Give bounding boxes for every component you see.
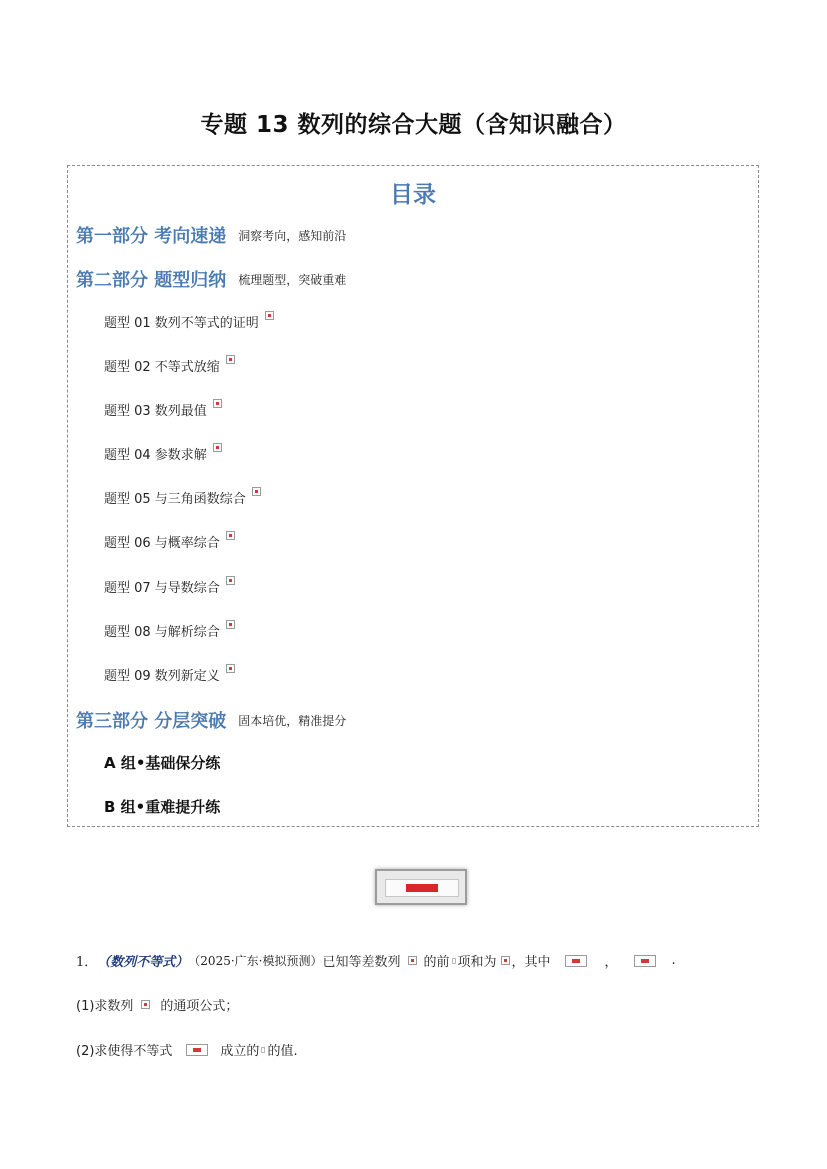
- toc-part-desc: 固本培优，精准提分: [238, 713, 347, 728]
- document-title: 专题 13 数列的综合大题（含知识融合）: [200, 112, 627, 138]
- toc-part-desc: 梳理题型，突破重难: [238, 272, 347, 287]
- formula-image-icon: [186, 1044, 208, 1056]
- toc-type-item[interactable]: [104, 531, 235, 551]
- broken-image-icon: [226, 531, 235, 540]
- broken-image-icon: [265, 311, 274, 320]
- question-text: 项和为: [457, 955, 497, 970]
- toc-group-a[interactable]: A 组•基础保分练: [104, 754, 221, 772]
- broken-image-icon: [226, 355, 235, 364]
- toc-type-label: 题型 03 数列最值: [104, 403, 207, 419]
- question-1-part-2: [76, 1040, 298, 1059]
- toc-part-title: 第一部分 考向速递: [76, 226, 227, 247]
- toc-type-item[interactable]: [104, 355, 235, 375]
- toc-type-label: 题型 01 数列不等式的证明: [104, 315, 259, 331]
- toc-type-item[interactable]: [104, 576, 235, 596]
- question-source: （2025·广东·模拟预测）: [188, 954, 323, 968]
- formula-image-icon: [565, 955, 587, 967]
- toc-type-item[interactable]: [104, 664, 235, 684]
- broken-image-icon: [213, 399, 222, 408]
- toc-group-b[interactable]: B 组•重难提升练: [104, 798, 221, 816]
- broken-image-icon: [406, 884, 438, 892]
- toc-type-item[interactable]: [104, 311, 274, 331]
- broken-image-placeholder: [375, 869, 467, 905]
- question-part-text: (1)求数列: [76, 999, 134, 1014]
- question-part-text: (2)求使得不等式: [76, 1044, 173, 1059]
- toc-part-2[interactable]: [76, 266, 346, 292]
- toc-type-item[interactable]: [104, 399, 222, 419]
- question-sep: ，: [604, 955, 618, 970]
- toc-type-label: 题型 04 参数求解: [104, 447, 207, 463]
- toc-part-title: 第二部分 题型归纳: [76, 270, 227, 291]
- toc-type-label: 题型 02 不等式放缩: [104, 359, 220, 375]
- toc-part-3[interactable]: [76, 707, 346, 733]
- question-text: 的前: [423, 955, 450, 970]
- question-part-text: 的值.: [267, 1044, 298, 1059]
- question-part-text: 成立的: [220, 1044, 260, 1059]
- toc-type-label: 题型 07 与导数综合: [104, 580, 220, 596]
- toc-type-label: 题型 05 与三角函数综合: [104, 491, 246, 507]
- question-text: 已知等差数列: [322, 955, 401, 970]
- formula-image-icon: [408, 956, 417, 965]
- question-1-part-1: [76, 995, 238, 1014]
- question-tag: （数列不等式）: [97, 955, 189, 970]
- broken-image-icon: [226, 664, 235, 673]
- toc-part-title: 第三部分 分层突破: [76, 711, 227, 732]
- question-part-text: 的通项公式；: [160, 999, 239, 1014]
- table-of-contents: [67, 165, 759, 827]
- toc-type-label: 题型 08 与解析综合: [104, 624, 220, 640]
- formula-image-icon: [634, 955, 656, 967]
- question-end: .: [671, 953, 676, 968]
- formula-image-icon: [261, 1047, 265, 1053]
- formula-image-icon: [501, 956, 510, 965]
- toc-type-label: 题型 06 与概率综合: [104, 535, 220, 551]
- toc-type-item[interactable]: [104, 487, 261, 507]
- question-text: ，其中: [511, 955, 551, 970]
- toc-part-1[interactable]: [76, 222, 346, 248]
- broken-image-icon: [226, 620, 235, 629]
- toc-type-label: 题型 09 数列新定义: [104, 668, 220, 684]
- toc-part-desc: 洞察考向，感知前沿: [238, 228, 347, 243]
- toc-type-item[interactable]: [104, 620, 235, 640]
- formula-image-icon: [141, 1000, 150, 1009]
- formula-image-icon: [452, 958, 456, 964]
- question-number: 1．: [76, 955, 98, 970]
- toc-type-item[interactable]: [104, 443, 222, 463]
- broken-image-icon: [252, 487, 261, 496]
- toc-heading: 目录: [390, 182, 436, 208]
- broken-image-icon: [213, 443, 222, 452]
- broken-image-frame: [385, 879, 459, 897]
- question-1-stem: [76, 951, 676, 970]
- broken-image-icon: [226, 576, 235, 585]
